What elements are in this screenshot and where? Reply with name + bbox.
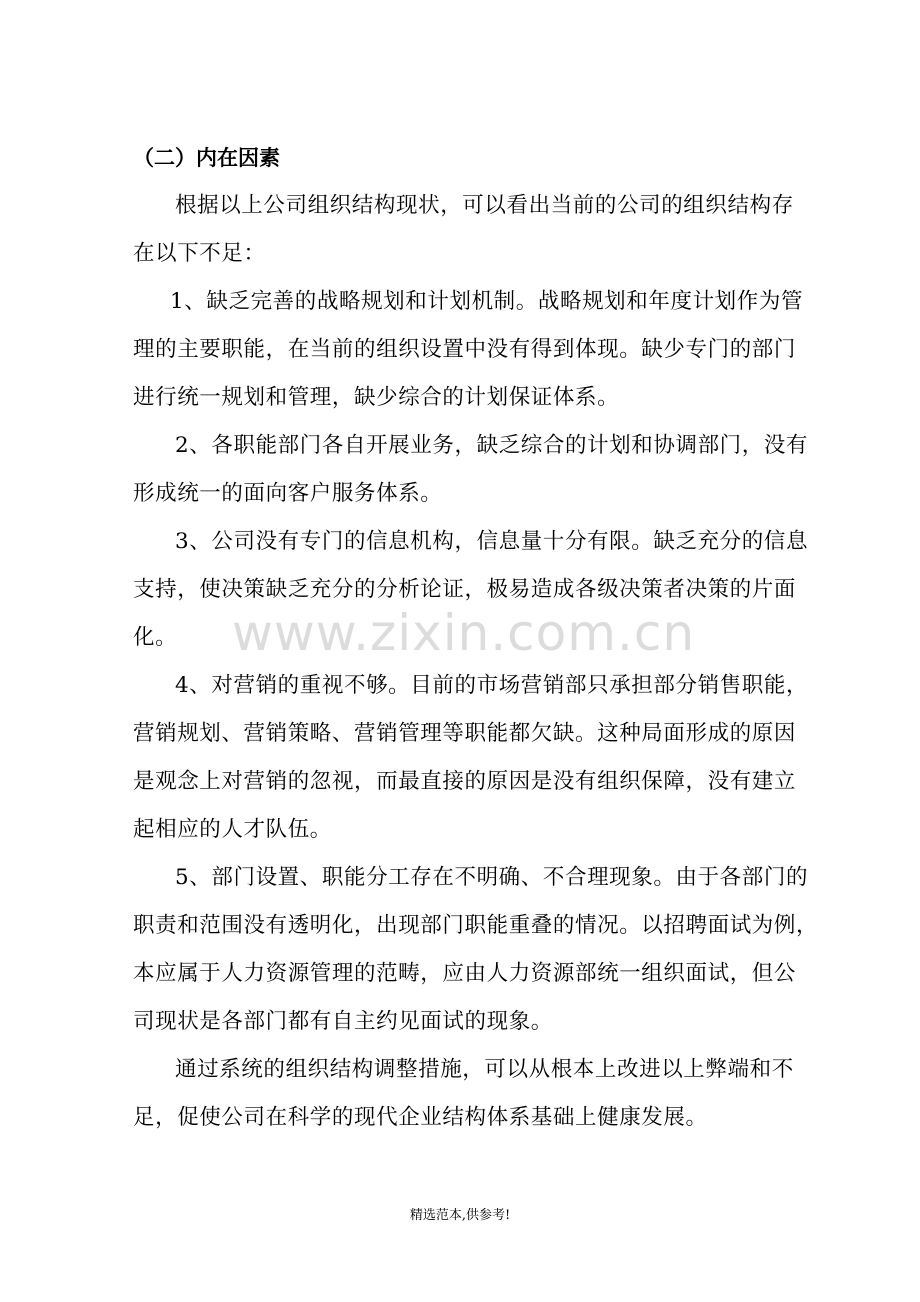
paragraph-line: 理的主要职能，在当前的组织设置中没有得到体现。缺少专门的部门 [133,337,797,362]
paragraph-line: 通过系统的组织结构调整措施，可以从根本上改进以上弊端和不 [175,1057,794,1082]
paragraph-line: 3、公司没有专门的信息机构，信息量十分有限。缺乏充分的信息 [175,529,809,554]
paragraph-line: 根据以上公司组织结构现状，可以看出当前的公司的组织结构存 [175,193,794,218]
paragraph-line: 司现状是各部门都有自主约见面试的现象。 [133,1009,553,1034]
paragraph-line: 形成统一的面向客户服务体系。 [133,481,443,506]
paragraph-line: 4、对营销的重视不够。目前的市场营销部只承担部分销售职能， [175,673,809,698]
paragraph-line: 是观念上对营销的忽视，而最直接的原因是没有组织保障，没有建立 [133,769,797,794]
paragraph-line: 职责和范围没有透明化，出现部门职能重叠的情况。以招聘面试为例， [133,913,819,938]
paragraph-line: 5、部门设置、职能分工存在不明确、不合理现象。由于各部门的 [175,865,809,890]
paragraph-line: 化。 [133,625,178,650]
paragraph-line: 本应属于人力资源管理的范畴，应由人力资源部统一组织面试，但公 [133,961,797,986]
paragraph-line: 进行统一规划和管理，缺少综合的计划保证体系。 [133,385,620,410]
page-footer: 精选范本,供参考! [409,1208,511,1223]
section-heading: （二）内在因素 [133,146,280,170]
paragraph-line: 1、缺乏完善的战略规划和计划机制。战略规划和年度计划作为管 [170,289,804,314]
paragraph-line: 起相应的人才队伍。 [133,817,332,842]
paragraph-line: 营销规划、营销策略、营销管理等职能都欠缺。这种局面形成的原因 [133,721,797,746]
watermark: www.zixin.com.cn [232,604,696,662]
paragraph-line: 足，促使公司在科学的现代企业结构体系基础上健康发展。 [133,1105,708,1130]
paragraph-line: 2、各职能部门各自开展业务，缺乏综合的计划和协调部门，没有 [175,433,809,458]
paragraph-line: 在以下不足： [133,241,266,266]
paragraph-line: 支持，使决策缺乏充分的分析论证，极易造成各级决策者决策的片面 [133,577,797,602]
